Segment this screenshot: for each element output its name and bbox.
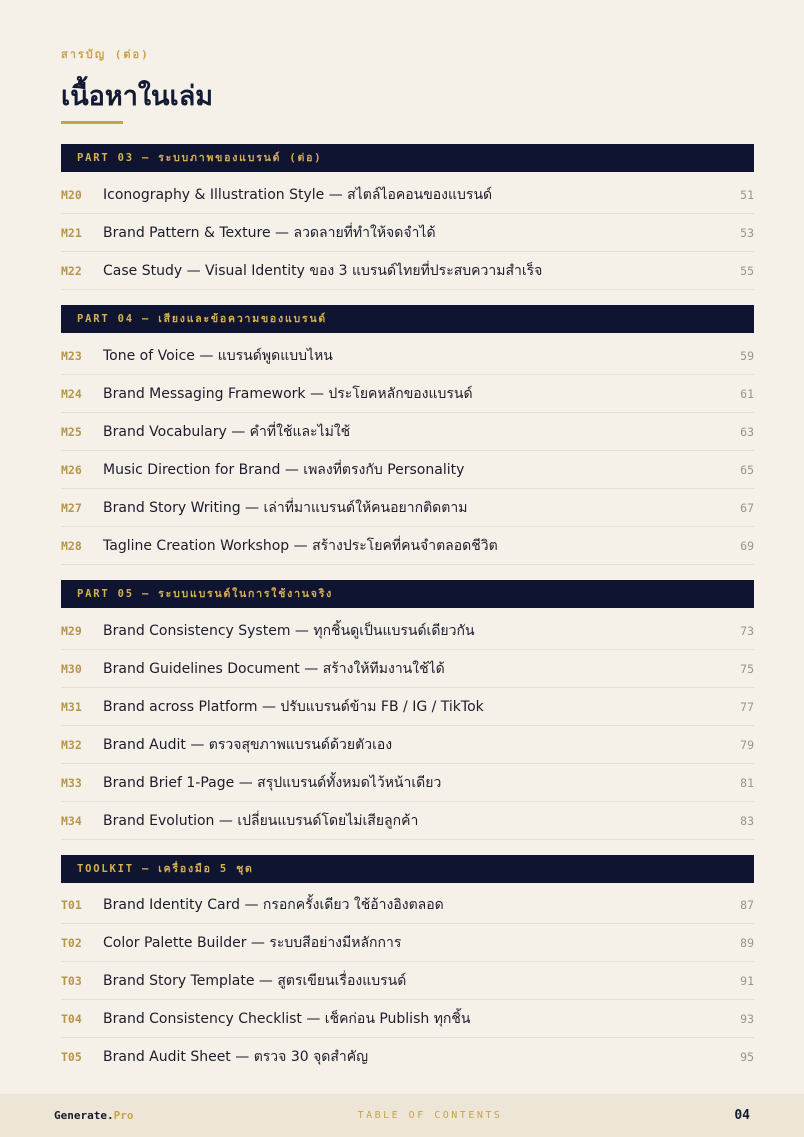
- entry-page-number: 67: [740, 501, 754, 515]
- toc-entry[interactable]: [61, 886, 754, 924]
- entry-title: Brand across Platform — ปรับแบรนด์ข้าม FB / IG / TikTok: [103, 699, 484, 715]
- section-heading-toolkit: TOOLKIT — เครื่องมือ 5 ชุด: [61, 855, 754, 883]
- toc-entry[interactable]: [61, 1038, 754, 1076]
- toc-entry[interactable]: [61, 962, 754, 1000]
- entry-title: Brand Identity Card — กรอกครั้งเดียว ใช้อ้างอิงตลอด: [103, 897, 444, 913]
- footer-brand-main: Generate.: [54, 1109, 114, 1122]
- entry-title: Brand Messaging Framework — ประโยคหลักของแบรนด์: [103, 386, 473, 402]
- section-heading-part-04: PART 04 — เสียงและข้อความของแบรนด์: [61, 305, 754, 333]
- entry-page-number: 93: [740, 1012, 754, 1026]
- entry-code: M33: [61, 776, 82, 790]
- toc-entry[interactable]: [61, 688, 754, 726]
- entry-page-number: 55: [740, 264, 754, 278]
- page-eyebrow: สารบัญ (ต่อ): [61, 48, 150, 61]
- entry-code: T05: [61, 1050, 82, 1064]
- toc-entry[interactable]: [61, 764, 754, 802]
- entry-title: Brand Brief 1-Page — สรุปแบรนด์ทั้งหมดไว้หน้าเดียว: [103, 775, 442, 791]
- entry-code: M23: [61, 349, 82, 363]
- toc-entry[interactable]: [61, 527, 754, 565]
- toc-entry[interactable]: [61, 612, 754, 650]
- entry-code: M32: [61, 738, 82, 752]
- entry-title: Brand Audit — ตรวจสุขภาพแบรนด์ด้วยตัวเอง: [103, 737, 393, 753]
- toc-entry[interactable]: [61, 650, 754, 688]
- toc-entry[interactable]: [61, 1000, 754, 1038]
- entry-page-number: 77: [740, 700, 754, 714]
- toc-entry[interactable]: [61, 924, 754, 962]
- entry-title: Brand Evolution — เปลี่ยนแบรนด์โดยไม่เสียลูกค้า: [103, 813, 419, 829]
- toc-entry[interactable]: [61, 413, 754, 451]
- toc-entry[interactable]: [61, 214, 754, 252]
- entry-page-number: 51: [740, 188, 754, 202]
- entry-title: Tagline Creation Workshop — สร้างประโยคที่คนจำตลอดชีวิต: [103, 538, 498, 554]
- footer-page-number: 04: [734, 1108, 750, 1123]
- entry-code: M20: [61, 188, 82, 202]
- toc-entry[interactable]: [61, 489, 754, 527]
- entry-code: T03: [61, 974, 82, 988]
- entry-code: M28: [61, 539, 82, 553]
- entry-page-number: 73: [740, 624, 754, 638]
- title-underline: [61, 121, 123, 124]
- entry-title: Color Palette Builder — ระบบสีอย่างมีหลักการ: [103, 935, 402, 951]
- toc-entry[interactable]: [61, 337, 754, 375]
- toc-entry[interactable]: [61, 176, 754, 214]
- entry-title: Brand Consistency Checklist — เช็คก่อน Publish ทุกชิ้น: [103, 1011, 471, 1027]
- entry-code: M25: [61, 425, 82, 439]
- footer-section-label: TABLE OF CONTENTS: [357, 1110, 503, 1121]
- entry-page-number: 87: [740, 898, 754, 912]
- toc-entry[interactable]: [61, 726, 754, 764]
- toc-entry[interactable]: [61, 802, 754, 840]
- entry-code: M34: [61, 814, 82, 828]
- entry-title: Brand Audit Sheet — ตรวจ 30 จุดสำคัญ: [103, 1049, 369, 1065]
- entry-title: Tone of Voice — แบรนด์พูดแบบไหน: [103, 348, 333, 364]
- entry-code: M30: [61, 662, 82, 676]
- entry-page-number: 61: [740, 387, 754, 401]
- entry-page-number: 63: [740, 425, 754, 439]
- entry-title: Brand Story Writing — เล่าที่มาแบรนด์ให้คนอยากติดตาม: [103, 500, 468, 516]
- entry-page-number: 81: [740, 776, 754, 790]
- entry-page-number: 75: [740, 662, 754, 676]
- entry-title: Brand Story Template — สูตรเขียนเรื่องแบรนด์: [103, 973, 407, 989]
- entry-page-number: 59: [740, 349, 754, 363]
- entry-code: M21: [61, 226, 82, 240]
- toc-entry[interactable]: [61, 375, 754, 413]
- page-footer: [0, 1094, 804, 1137]
- entry-title: Brand Vocabulary — คำที่ใช้และไม่ใช้: [103, 424, 351, 440]
- entry-title: Music Direction for Brand — เพลงที่ตรงกับ Personality: [103, 462, 465, 478]
- entry-code: M31: [61, 700, 82, 714]
- entry-code: M26: [61, 463, 82, 477]
- entry-title: Brand Guidelines Document — สร้างให้ทีมงานใช้ได้: [103, 661, 445, 677]
- entry-title: Iconography & Illustration Style — สไตล์ไอคอนของแบรนด์: [103, 187, 493, 203]
- toc-entry[interactable]: [61, 252, 754, 290]
- entry-code: M24: [61, 387, 82, 401]
- entry-code: T01: [61, 898, 82, 912]
- entry-page-number: 69: [740, 539, 754, 553]
- entry-title: Brand Consistency System — ทุกชิ้นดูเป็นแบรนด์เดียวกัน: [103, 623, 475, 639]
- entry-page-number: 83: [740, 814, 754, 828]
- entry-page-number: 79: [740, 738, 754, 752]
- entry-code: M27: [61, 501, 82, 515]
- entry-page-number: 95: [740, 1050, 754, 1064]
- entry-title: Brand Pattern & Texture — ลวดลายที่ทำให้จดจำได้: [103, 225, 436, 241]
- entry-code: T04: [61, 1012, 82, 1026]
- toc-entry[interactable]: [61, 451, 754, 489]
- entry-code: T02: [61, 936, 82, 950]
- entry-page-number: 53: [740, 226, 754, 240]
- section-heading-part-03: PART 03 — ระบบภาพของแบรนด์ (ต่อ): [61, 144, 754, 172]
- entry-page-number: 89: [740, 936, 754, 950]
- entry-code: M29: [61, 624, 82, 638]
- entry-code: M22: [61, 264, 82, 278]
- entry-page-number: 65: [740, 463, 754, 477]
- entry-page-number: 91: [740, 974, 754, 988]
- entry-title: Case Study — Visual Identity ของ 3 แบรนด์ไทยที่ประสบความสำเร็จ: [103, 263, 543, 279]
- page-title: เนื้อหาในเล่ม: [61, 81, 214, 112]
- section-heading-part-05: PART 05 — ระบบแบรนด์ในการใช้งานจริง: [61, 580, 754, 608]
- footer-brand-accent: Pro: [113, 1109, 134, 1122]
